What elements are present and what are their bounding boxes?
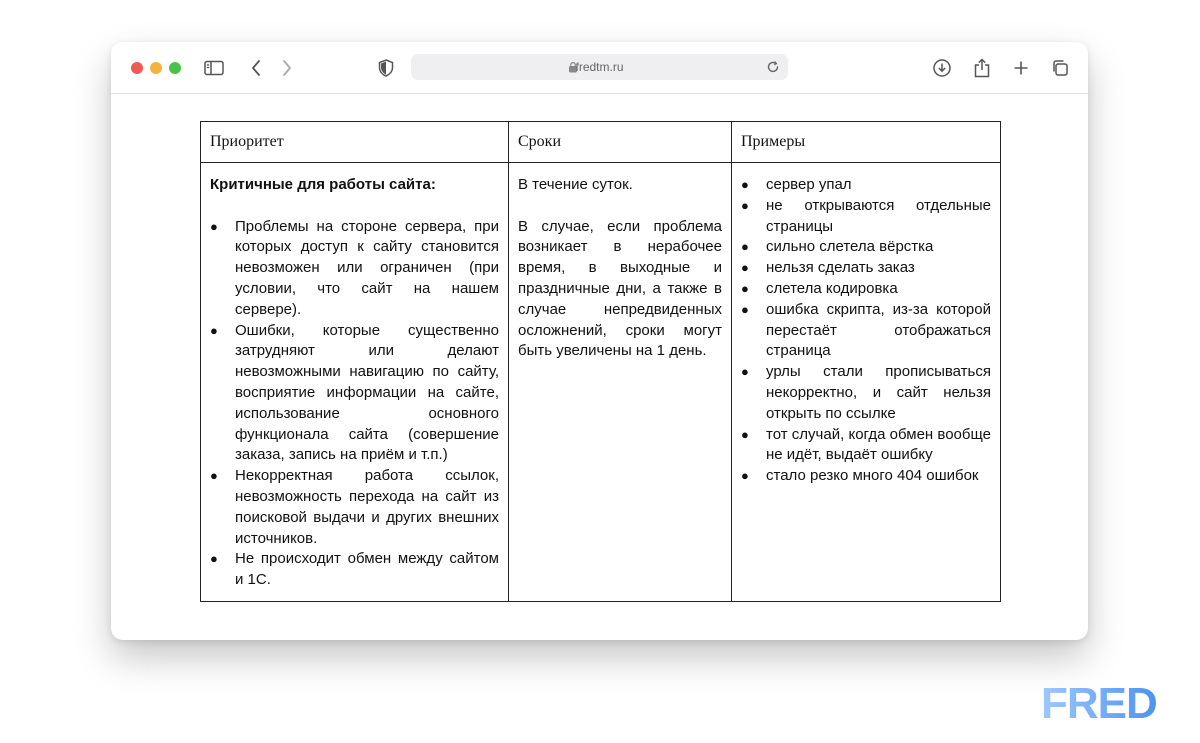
browser-window [111, 42, 1088, 640]
list-item: ● сильно слетела вёрстка [741, 237, 991, 258]
list-item: ● Проблемы на стороне сервера, при которых доступ к сайту становится невозможен или ограничен (при условии, что сайт на нашем сервере). [210, 217, 499, 318]
list-item: ● Некорректная работа ссылок, невозможность перехода на сайт из поисковой выдачи и других внешних источников. [210, 467, 499, 547]
download-icon[interactable] [930, 56, 954, 80]
terms-main: В течение суток. [518, 176, 633, 193]
list-item: ● не открываются отдельные страницы [741, 196, 991, 235]
list-item: ● нельзя сделать заказ [741, 258, 991, 279]
shield-icon[interactable] [374, 56, 398, 80]
list-item: ● урлы стали прописываться некорректно, и сайт нельзя открыть по ссылке [741, 363, 991, 422]
bullet-icon: ● [741, 260, 749, 276]
table-header-row [201, 122, 1001, 163]
terms-cell [509, 163, 732, 602]
bullet-icon: ● [741, 197, 749, 213]
reload-icon[interactable] [766, 60, 780, 74]
new-tab-icon[interactable] [1009, 56, 1033, 80]
list-item: ● тот случай, когда обмен вообще не идёт, выдаёт ошибку [741, 425, 991, 464]
bullet-icon: ● [210, 218, 218, 234]
minimize-window-button[interactable] [150, 62, 162, 74]
priority-list [210, 217, 499, 591]
bullet-icon: ● [741, 364, 749, 380]
bullet-icon: ● [741, 239, 749, 255]
fred-logo: FRED [1041, 679, 1157, 728]
bullet-icon: ● [741, 468, 749, 484]
table-row [201, 163, 1001, 602]
terms-note: В случае, если проблема возникает в нерабочее время, в выходные и праздничные дни, а также в случае непредвиденных осложнений, сроки могут быть увеличены на 1 день. [518, 217, 722, 360]
header-priority: Приоритет [201, 122, 509, 163]
bullet-icon: ● [741, 426, 749, 442]
sidebar-icon[interactable] [202, 56, 226, 80]
address-bar[interactable] [411, 54, 788, 80]
forward-icon[interactable] [275, 56, 299, 80]
priority-table [200, 121, 1001, 602]
list-item: ● слетела кодировка [741, 279, 991, 300]
list-item: ● Ошибки, которые существенно затрудняют или делают невозможными навигацию по сайту, восприятие информации на сайте, использование основного функционала сайта (совершение заказа, запись на приём и т.п.) [210, 321, 499, 464]
tabs-overview-icon[interactable] [1048, 56, 1072, 80]
bullet-icon: ● [210, 551, 218, 567]
bullet-icon: ● [741, 301, 749, 317]
back-icon[interactable] [244, 56, 268, 80]
list-item: ● стало резко много 404 ошибок [741, 466, 991, 487]
header-terms: Сроки [509, 122, 732, 163]
priority-cell [201, 163, 509, 602]
bullet-icon: ● [210, 322, 218, 338]
examples-list [741, 175, 991, 487]
bullet-icon: ● [210, 468, 218, 484]
list-item: ● ошибка скрипта, из-за которой перестаёт отображаться страница [741, 300, 991, 360]
zoom-window-button[interactable] [169, 62, 181, 74]
bullet-icon: ● [741, 177, 749, 192]
header-examples: Примеры [732, 122, 1001, 163]
list-item: ● Не происходит обмен между сайтом и 1С. [210, 550, 499, 589]
bullet-icon: ● [741, 280, 749, 296]
close-window-button[interactable] [131, 62, 143, 74]
priority-title: Критичные для работы сайта: [210, 176, 436, 193]
list-item: ● сервер упал [741, 175, 991, 196]
browser-toolbar [111, 42, 1088, 94]
share-icon[interactable] [970, 56, 994, 80]
address-url: fredtm.ru [575, 60, 624, 74]
examples-cell [732, 163, 1001, 602]
